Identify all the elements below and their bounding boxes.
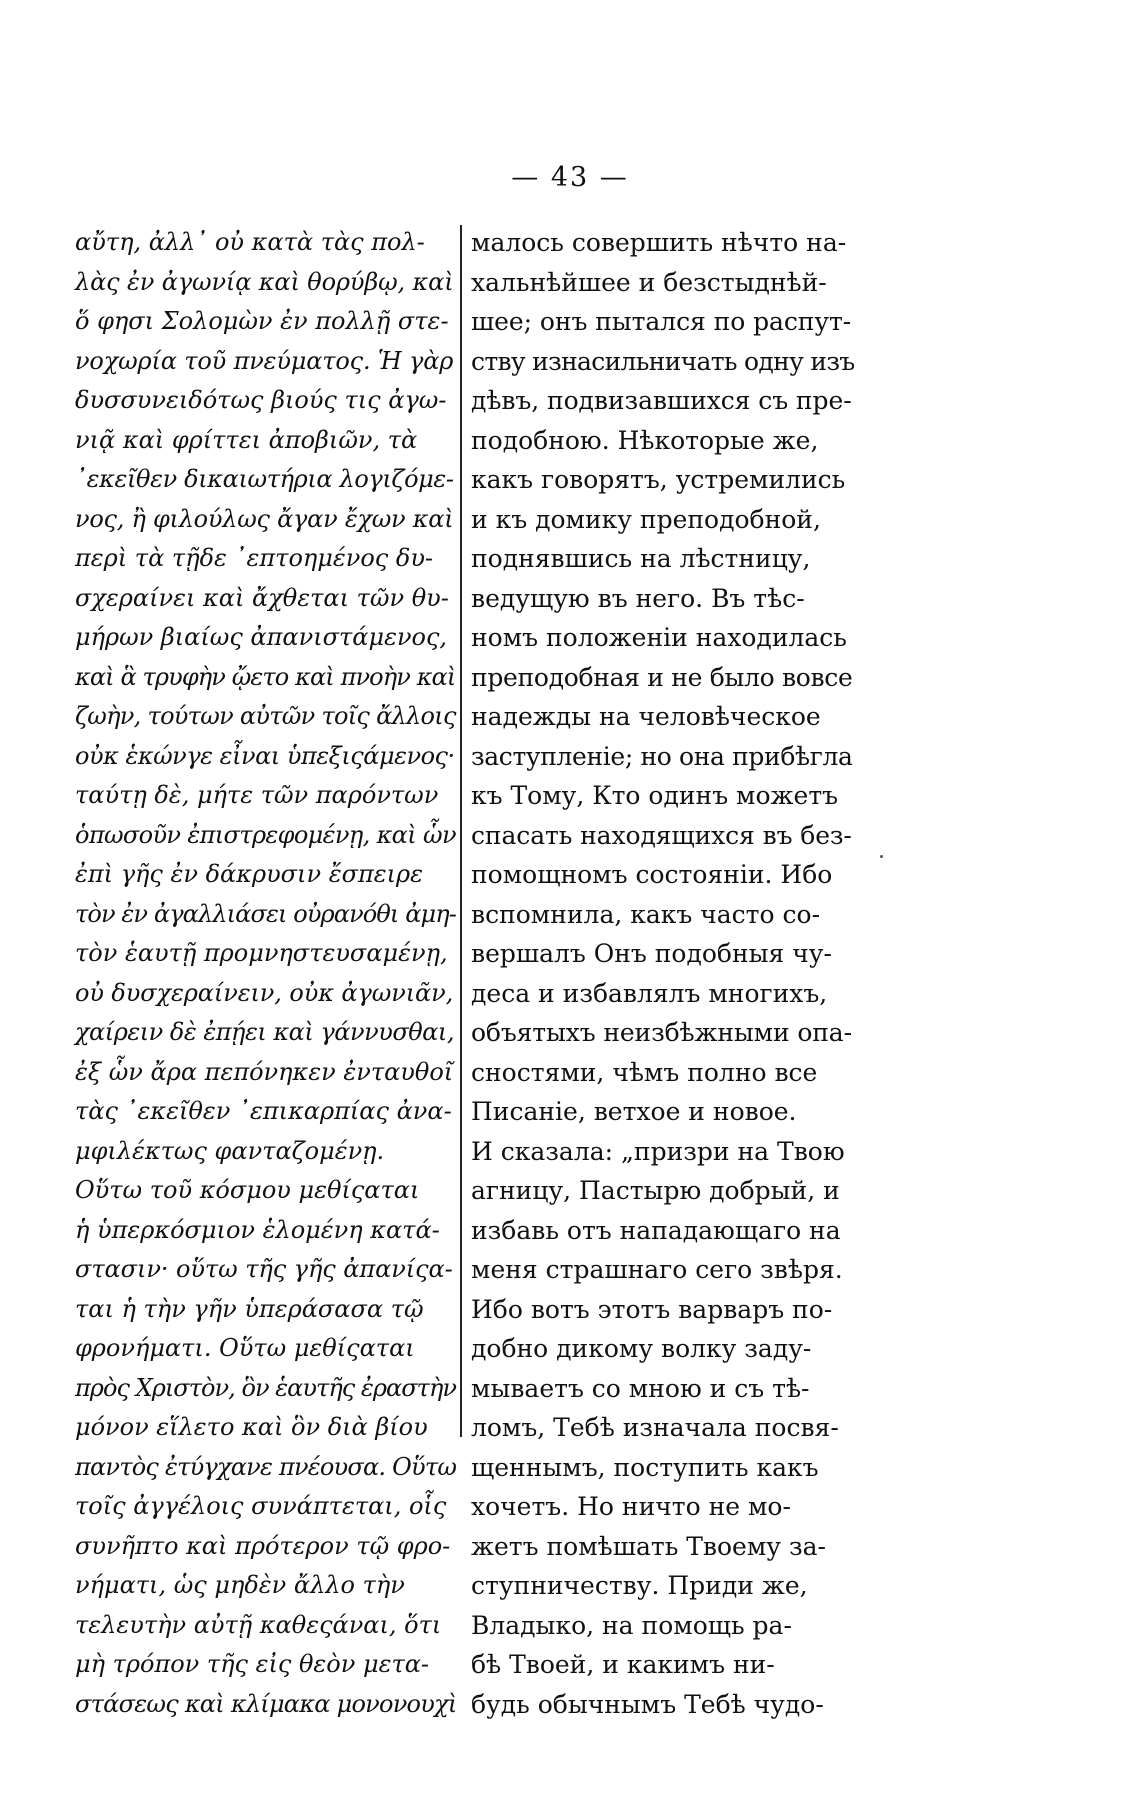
text-line: вспомнила, какъ часто со- [471, 899, 821, 929]
text-line: ἐπὶ γῆς ἐν δάκρυσιν ἔσπειρε [75, 860, 423, 888]
text-line: мываетъ со мною и съ тѣ- [471, 1373, 810, 1403]
text-line: будь обычнымъ Тебѣ чудо- [471, 1689, 824, 1719]
text-line: поднявшись на лѣстницу, [471, 544, 811, 573]
text-line: хочетъ. Но ничто не мо- [471, 1492, 791, 1521]
text-line: νος, ἢ φιλούλως ἄγαν ἔχων καὶ [75, 504, 454, 533]
text-line: Писаніе, ветхое и новое. [471, 1097, 797, 1126]
text-line: номъ положеніи находилась [471, 623, 847, 652]
text-line: Владыко, на помощь ра- [471, 1610, 792, 1640]
text-line: деса и избавлялъ многихъ, [471, 978, 828, 1008]
greek-text-column [75, 223, 457, 1724]
text-line: ζωὴν, τούτων αὐτῶν τοῖς ἄλλοις [75, 702, 456, 730]
text-line: Ибо вотъ этотъ варваръ по- [471, 1294, 833, 1324]
text-line: избавь отъ нападающаго на [471, 1215, 841, 1245]
text-line: ᾽εκεῖθεν δικαιωτήρια λογιζόμε- [75, 465, 454, 493]
text-line: хальнѣйшее и безстыднѣй- [471, 267, 827, 297]
text-line: ломъ, Тебѣ изначала посвя- [471, 1413, 839, 1442]
text-line: ἡ ὑπερκόσμιον ἑλομένη κατά- [75, 1215, 440, 1244]
text-line: νήματι, ὡς μηδὲν ἄλλο τὴν [75, 1571, 405, 1599]
text-line: δυσσυνειδότως βιούς τις ἀγω- [75, 386, 447, 414]
text-line: ταύτῃ δὲ, μήτε τῶν παρόντων [75, 781, 439, 809]
text-line: помощномъ состояніи. Ибо [471, 860, 833, 889]
text-line: ὁπωσοῦν ἐπιστρεφομένῃ, καὶ ὧν [75, 820, 456, 849]
text-line: φρονήματι. Οὕτω μεθίςαται [75, 1334, 415, 1362]
text-line: οὐκ ἑκώνγε εἶναι ὑπεξιςάμενος· [75, 741, 455, 770]
text-line: сностями, чѣмъ полно все [471, 1057, 818, 1087]
text-line: σχεραίνει καὶ ἄχθεται τῶν θυ- [75, 583, 449, 612]
text-line: πρὸς Χριστὸν, ὃν ἑαυτῆς ἐραστὴν [75, 1373, 456, 1402]
text-line: ἐξ ὧν ἄρα πεπόνηκεν ἐνταυθοῖ [75, 1057, 454, 1086]
text-line: τελευτὴν αὐτῇ καθεςάναι, ὅτι [75, 1610, 442, 1639]
text-line: περὶ τὰ τῇδε ᾽επτοημένος δυ- [75, 544, 434, 572]
text-line: щеннымъ, поступить какъ [471, 1452, 819, 1482]
text-line: агницу, Пастырю добрый, и [471, 1176, 840, 1205]
text-line: τὸν ἐν ἀγαλλιάσει οὐρανόθι ἀμη- [75, 899, 456, 928]
text-line: малось совершить нѣчто на- [471, 228, 847, 257]
text-line: μήρων βιαίως ἀπανιστάμενος, [75, 623, 448, 651]
text-line: И сказала: „призри на Твою [471, 1136, 845, 1166]
text-line: ству изнасильничать одну изъ [471, 346, 855, 376]
text-line: μὴ τρόπον τῆς εἰς θεὸν μετα- [75, 1650, 430, 1678]
text-line: и къ домику преподобной, [471, 504, 821, 534]
text-line: вершалъ Онъ подобныя чу- [471, 939, 832, 968]
text-line: τὸν ἑαυτῇ προμνηστευσαμένῃ, [75, 939, 448, 967]
text-line: бѣ Твоей, и какимъ ни- [471, 1650, 775, 1679]
text-line: μόνον εἵλετο καὶ ὃν διὰ βίου [75, 1413, 428, 1441]
text-line: заступленіе; но она прибѣгла [471, 741, 853, 771]
page-number: — 43 — [511, 162, 629, 193]
text-line: ступничеству. Приди же, [471, 1571, 808, 1600]
text-line: меня страшнаго сего звѣря. [471, 1255, 843, 1284]
text-line: καὶ ἃ τρυφὴν ᾤετο καὶ πνοὴν καὶ [75, 662, 456, 691]
text-line: μφιλέκτως φανταζομένῃ. [75, 1136, 385, 1165]
russian-text-column [471, 223, 855, 1724]
text-line: στάσεως καὶ κλίμακα μονονουχὶ [75, 1689, 457, 1718]
text-line: преподобная и не было вовсе [471, 662, 853, 692]
text-line: дѣвъ, подвизавшихся съ пре- [471, 386, 852, 415]
text-line: αὔτη, ἀλλ᾽ οὐ κατὰ τὰς πολ- [75, 228, 425, 256]
text-line: Οὕτω τοῦ κόσμου μεθίςαται [75, 1176, 420, 1204]
text-line: ὅ φησι Σολομὼν ἐν πολλῇ στε- [75, 307, 449, 335]
text-line: подобною. Нѣкоторые же, [471, 425, 819, 455]
print-speck [880, 855, 883, 858]
text-line: οὐ δυσχεραίνειν, οὐκ ἀγωνιᾶν, [75, 978, 454, 1007]
text-line: νιᾷ καὶ φρίττει ἀποβιῶν, τὰ [75, 425, 418, 454]
text-line: ведущую въ него. Въ тѣс- [471, 583, 805, 613]
text-line: παντὸς ἐτύγχανε πνέουσα. Οὕτω [75, 1452, 457, 1481]
text-line: χαίρειν δὲ ἐπῄει καὶ γάννυσθαι, [75, 1018, 454, 1046]
text-line: жетъ помѣшать Твоему за- [471, 1531, 826, 1561]
text-line: спасать находящихся въ без- [471, 820, 852, 850]
text-line: τὰς ᾽εκεῖθεν ᾽επικαρπίας ἀνα- [75, 1097, 452, 1125]
text-line: объятыхъ неизбѣжными опа- [471, 1018, 852, 1047]
text-line: шее; онъ пытался по распут- [471, 307, 852, 336]
text-line: добно дикому волку заду- [471, 1334, 812, 1363]
text-line: λὰς ἐν ἀγωνίᾳ καὶ θορύβῳ, καὶ [75, 267, 454, 296]
text-line: къ Тому, Кто одинъ можетъ [471, 781, 839, 810]
text-line: στασιν· οὕτω τῆς γῆς ἀπανίςα- [75, 1255, 453, 1283]
text-line: νοχωρία τοῦ πνεύματος. Ἡ γὰρ [75, 346, 454, 375]
text-line: συνῆπτο καὶ πρότερον τῷ φρο- [75, 1531, 451, 1560]
text-line: τοῖς ἀγγέλοις συνάπτεται, οἷς [75, 1492, 447, 1520]
text-line: какъ говорятъ, устремились [471, 465, 846, 494]
text-line: ται ἡ τὴν γῆν ὑπεράσασα τῷ [75, 1294, 424, 1323]
column-divider [460, 225, 462, 1437]
text-line: надежды на человѣческое [471, 702, 821, 731]
